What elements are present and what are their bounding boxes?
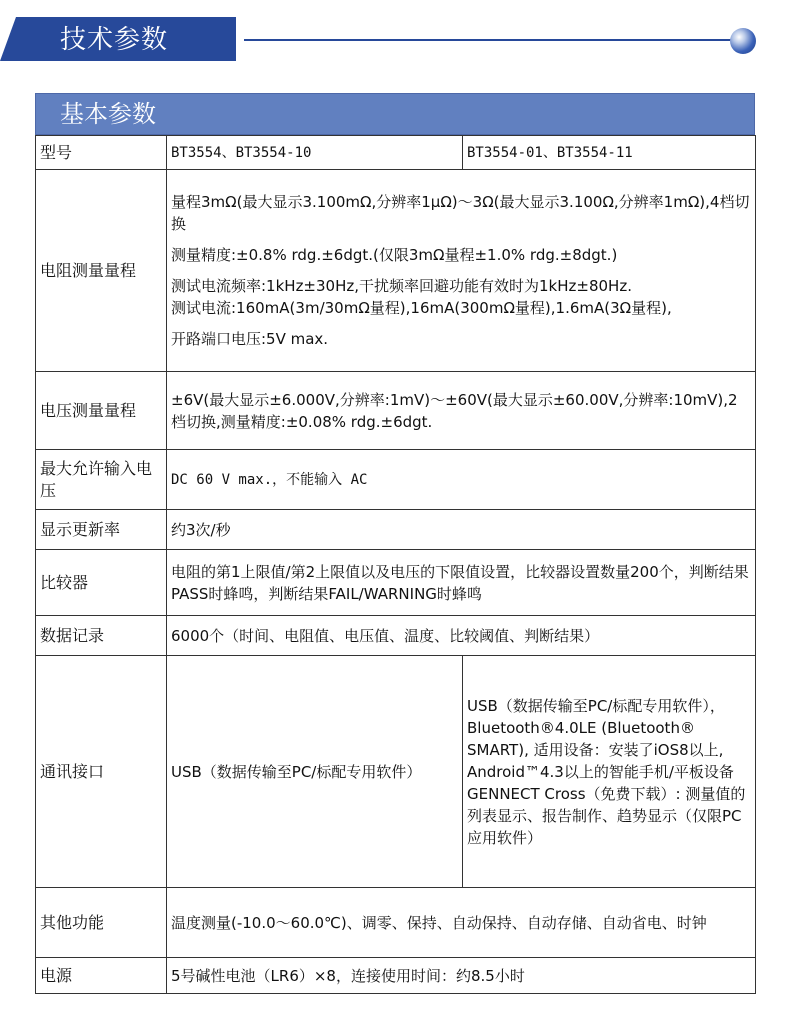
resistance-frequency: 测试电流频率:1kHz±30Hz,干扰频率回避功能有效时为1kHz±80Hz. <box>171 277 632 295</box>
section-title: 基本参数 <box>60 100 156 128</box>
row-value: 温度测量(-10.0～60.0℃)、调零、保持、自动保持、自动存储、自动省电、时钟 <box>167 888 756 958</box>
table-row-refresh <box>36 510 756 550</box>
row-label: 电阻测量量程 <box>36 170 167 372</box>
header-divider <box>244 39 738 41</box>
row-label: 型号 <box>36 136 167 170</box>
table-row-comparator <box>36 550 756 616</box>
row-value: 约3次/秒 <box>167 510 756 550</box>
table-row-data-log <box>36 616 756 656</box>
table-row-resistance <box>36 170 756 372</box>
resistance-range: 量程3mΩ(最大显示3.100mΩ,分辨率1μΩ)～3Ω(最大显示3.100Ω,分辨率1mΩ),4档切换 <box>171 193 750 233</box>
spec-table <box>35 135 756 994</box>
row-label: 比较器 <box>36 550 167 616</box>
row-value: BT3554、BT3554-10 <box>167 136 463 170</box>
table-row-power <box>36 958 756 994</box>
resistance-accuracy: 测量精度:±0.8% rdg.±6dgt.(仅限3mΩ量程±1.0% rdg.±8dgt.) <box>171 246 618 264</box>
row-value <box>167 170 756 372</box>
resistance-current: 测试电流:160mA(3m/30mΩ量程),16mA(300mΩ量程),1.6mA(3Ω量程), <box>171 299 672 317</box>
table-row-model <box>36 136 756 170</box>
row-value: USB（数据传输至PC/标配专用软件） <box>167 656 463 888</box>
row-label: 显示更新率 <box>36 510 167 550</box>
table-row-voltage <box>36 372 756 450</box>
row-label: 通讯接口 <box>36 656 167 888</box>
table-row-max-input <box>36 450 756 510</box>
row-value: 6000个（时间、电阻值、电压值、温度、比较阈值、判断结果） <box>167 616 756 656</box>
table-row-other <box>36 888 756 958</box>
row-label: 其他功能 <box>36 888 167 958</box>
row-label: 数据记录 <box>36 616 167 656</box>
row-label: 电压测量量程 <box>36 372 167 450</box>
page-title: 技术参数 <box>60 25 169 55</box>
row-value: ±6V(最大显示±6.000V,分辨率:1mV)～±60V(最大显示±60.00V,分辨率:10mV),2档切换,测量精度:±0.08% rdg.±6dgt. <box>167 372 756 450</box>
row-value: 5号碱性电池（LR6）×8，连接使用时间：约8.5小时 <box>167 958 756 994</box>
table-row-comm <box>36 656 756 888</box>
row-value: BT3554-01、BT3554-11 <box>463 136 756 170</box>
row-value: USB（数据传输至PC/标配专用软件），Bluetooth®4.0LE (Bluetooth® SMART), 适用设备：安装了iOS8以上, Android™4.3以上的智能手机/平板设备 GENNECT Cross（免费下载）: 测量值的列表显示、报告制作、趋势显示（仅限PC应用软件） <box>463 656 756 888</box>
row-value: DC 60 V max.，不能输入 AC <box>167 450 756 510</box>
row-value: 电阻的第1上限值/第2上限值以及电压的下限值设置，比较器设置数量200个，判断结果PASS时蜂鸣，判断结果FAIL/WARNING时蜂鸣 <box>167 550 756 616</box>
row-label: 电源 <box>36 958 167 994</box>
row-label: 最大允许输入电压 <box>36 450 167 510</box>
header-ball-ornament <box>730 28 756 54</box>
resistance-open-voltage: 开路端口电压:5V max. <box>171 330 329 348</box>
